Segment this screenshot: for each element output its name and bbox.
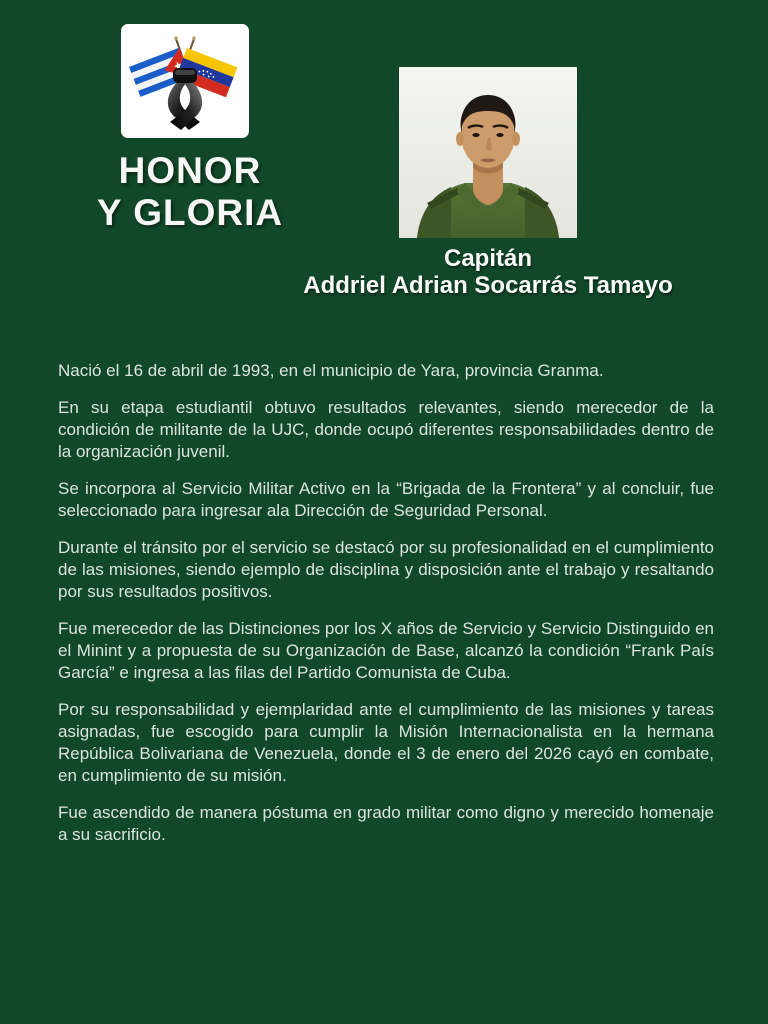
title-line-1: HONOR bbox=[118, 150, 262, 191]
soldier-portrait bbox=[399, 67, 577, 238]
bio-paragraph-1: Nació el 16 de abril de 1993, en el municipio de Yara, provincia Granma. bbox=[58, 361, 604, 380]
bio-paragraph-6: Por su responsabilidad y ejemplaridad ante el cumplimiento de las misiones y tareas asignadas, fue escogido para cumplir la Misión Internacionalista en la hermana República Bolivariana de Venezuela, donde el 3 de enero del 2026 cayó en combate, en cumplimiento de su misión. bbox=[58, 700, 714, 785]
bio-paragraph-4: Durante el tránsito por el servicio se destacó por su profesionalidad en el cumplimiento de las misiones, siendo ejemplo de disciplina y disposición ante el trabajo y resaltando por sus resultados positivos. bbox=[58, 538, 714, 601]
honor-gloria-title bbox=[20, 150, 360, 234]
bio-paragraph-3: Se incorpora al Servicio Militar Activo en la “Brigada de la Frontera” y al concluir, fue seleccionado para ingresar ala Dirección de Seguridad Personal. bbox=[58, 479, 714, 520]
bio-paragraph-7: Fue ascendido de manera póstuma en grado militar como digno y merecido homenaje a su sacrificio. bbox=[58, 803, 714, 844]
portrait-photo bbox=[399, 67, 577, 238]
cuba-venezuela-flags-ribbon-icon bbox=[121, 24, 249, 138]
rank-label: Capitán bbox=[443, 245, 532, 272]
bio-paragraph-5: Fue merecedor de las Distinciones por los X años de Servicio y Servicio Distinguido en el Minint y a propuesta de su Organización de Base, alcanzó la condición “Frank País García” e ingresa a las filas del Partido Comunista de Cuba. bbox=[58, 619, 714, 682]
photo-caption bbox=[258, 245, 718, 300]
person-name: Addriel Adrian Socarrás Tamayo bbox=[303, 272, 673, 299]
title-line-2: Y GLORIA bbox=[96, 192, 284, 233]
bio-paragraph-2: En su etapa estudiantil obtuvo resultados relevantes, siendo merecedor de la condición de militante de la UJC, donde ocupó diferentes responsabilidades dentro de la organización juvenil. bbox=[58, 398, 714, 461]
black-mourning-ribbon bbox=[168, 68, 202, 130]
biography-text bbox=[58, 360, 714, 861]
flags-mourning-emblem bbox=[121, 24, 249, 138]
